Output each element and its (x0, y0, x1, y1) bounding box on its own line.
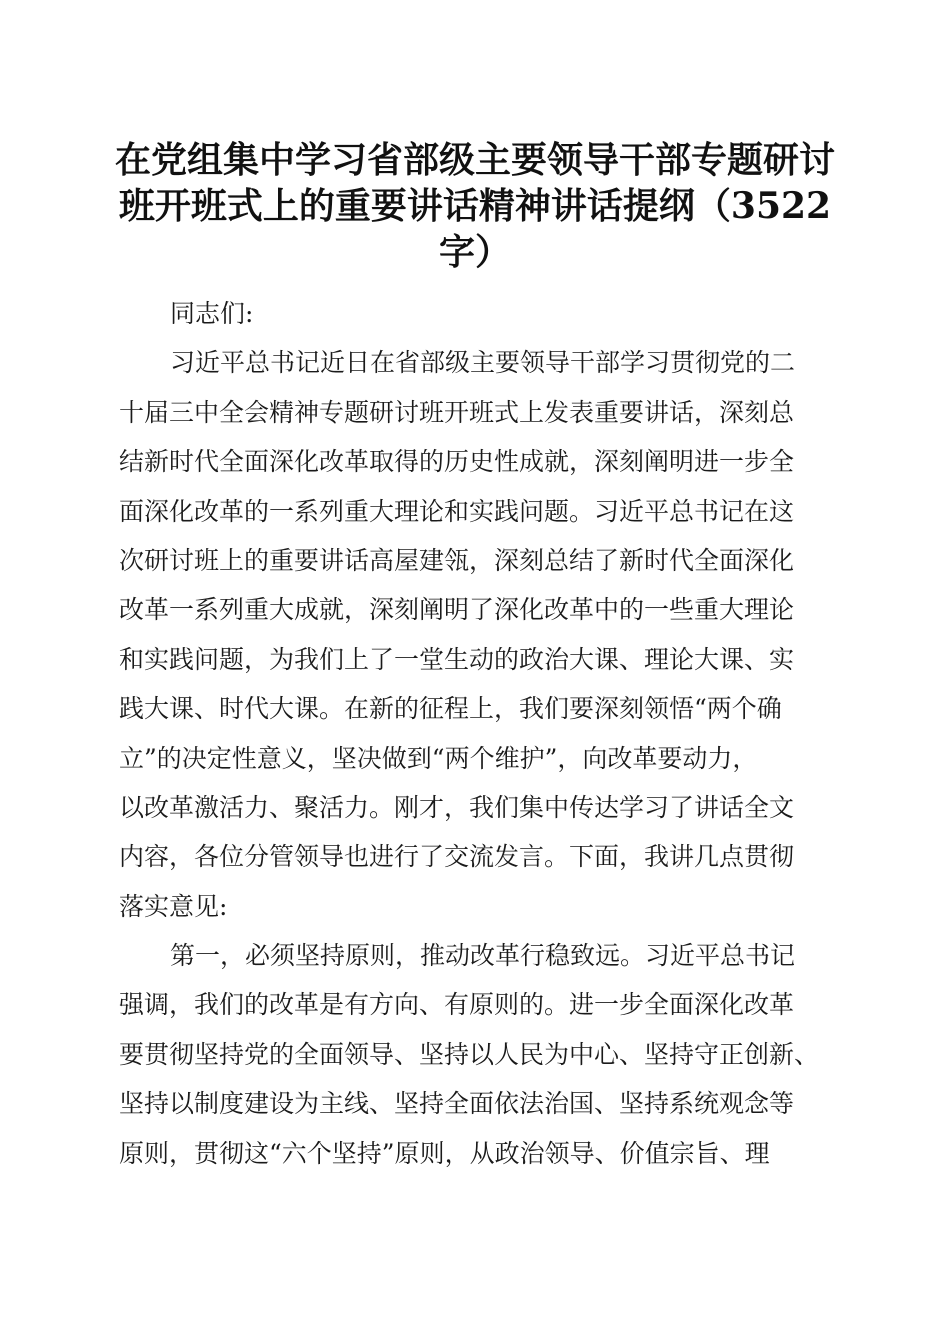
text-line: 和实践问题，为我们上了一堂生动的政治大课、理论大课、实 (119, 644, 795, 674)
document-title (100, 137, 850, 275)
text-line: 以改革激活力、聚活力。刚才，我们集中传达学习了讲话全文 (119, 792, 795, 822)
text-line: 强调，我们的改革是有方向、有原则的。进一步全面深化改革 (119, 990, 795, 1020)
text-line: 面深化改革的一系列重大理论和实践问题。习近平总书记在这 (119, 496, 795, 526)
text-line: 落实意见: (119, 891, 228, 921)
salutation: 同志们: (170, 299, 254, 328)
title-line: 字） (438, 231, 511, 273)
text-line: 结新时代全面深化改革取得的历史性成就，深刻阐明进一步全 (119, 447, 795, 477)
text-line: 习近平总书记近日在省部级主要领导干部学习贯彻党的二 (170, 348, 796, 378)
title-line: 班开班式上的重要讲话精神讲话提纲（3522 (118, 185, 832, 227)
text-line: 第一，必须坚持原则，推动改革行稳致远。习近平总书记 (170, 941, 796, 971)
text-line: 要贯彻坚持党的全面领导、坚持以人民为中心、坚持守正创新、 (119, 1039, 820, 1069)
text-line: 原则，贯彻这“六个坚持”原则，从政治领导、价值宗旨、理 (119, 1138, 770, 1168)
document-body (119, 289, 839, 1178)
text-line: 次研讨班上的重要讲话高屋建瓴，深刻总结了新时代全面深化 (119, 545, 795, 575)
text-line: 坚持以制度建设为主线、坚持全面依法治国、坚持系统观念等 (119, 1089, 795, 1119)
title-line: 在党组集中学习省部级主要领导干部专题研讨 (114, 139, 835, 181)
text-line: 内容，各位分管领导也进行了交流发言。下面，我讲几点贯彻 (119, 842, 795, 872)
text-line: 践大课、时代大课。在新的征程上，我们要深刻领悟“两个确 (119, 694, 782, 724)
text-line: 十届三中全会精神专题研讨班开班式上发表重要讲话，深刻总 (119, 397, 795, 427)
text-line: 立”的决定性意义，坚决做到“两个维护”，向改革要动力， (119, 743, 758, 773)
text-line: 改革一系列重大成就，深刻阐明了深化改革中的一些重大理论 (119, 595, 795, 625)
